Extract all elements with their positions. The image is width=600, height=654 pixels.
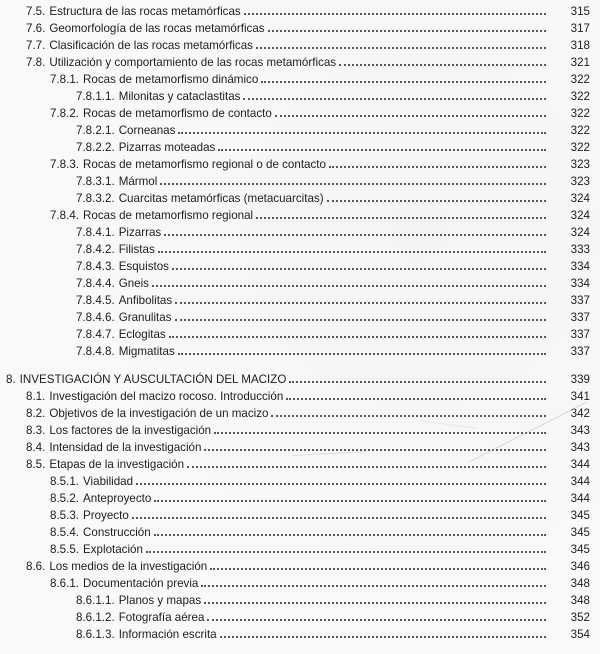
toc-entry: [0, 575, 590, 592]
toc-page-number: 315: [570, 5, 590, 18]
toc-entry: [0, 456, 590, 473]
toc-entry-title: Rocas de metamorfismo de contacto: [83, 107, 272, 120]
toc-page-number: 322: [570, 141, 590, 154]
toc-entry-number: 7.8.1.: [50, 73, 80, 86]
dotted-leader: [154, 526, 546, 536]
toc-entry-title: Objetivos de la investigación de un macizo: [49, 407, 269, 420]
toc-entry: [0, 54, 590, 71]
toc-entry: [0, 88, 590, 105]
toc-entry-title: Granulitas: [118, 311, 172, 324]
toc-entry-title: Clasificación de las rocas metamórficas: [49, 39, 253, 52]
toc-entry: [0, 139, 590, 156]
toc-entry-title: Esquistos: [118, 260, 169, 273]
toc-page-number: 341: [570, 390, 590, 403]
dotted-leader: [218, 141, 546, 151]
dotted-leader: [178, 124, 546, 134]
dotted-leader: [329, 158, 546, 168]
toc-entry: [0, 71, 590, 88]
toc-page-number: 344: [570, 458, 590, 471]
toc-entry: [0, 190, 590, 207]
toc-entry-number: 7.8.3.: [50, 158, 80, 171]
toc-page-number: 322: [570, 124, 590, 137]
dotted-leader: [327, 192, 546, 202]
dotted-leader: [136, 475, 546, 485]
toc-entry-number: 7.8.4.4.: [76, 277, 115, 290]
toc-entry-title: Rocas de metamorfismo regional: [83, 209, 254, 222]
toc-entry-title: Documentación previa: [83, 577, 199, 590]
toc-entry-title: Proyecto: [83, 509, 129, 522]
toc-entry-number: 8.5.5.: [50, 543, 80, 556]
dotted-leader: [172, 260, 546, 270]
toc-entry: [0, 405, 590, 422]
toc-entry: [0, 422, 590, 439]
toc-entry-number: 7.8.4.1.: [76, 226, 115, 239]
toc-entry: [0, 558, 590, 575]
dotted-leader: [289, 373, 546, 383]
toc-page-number: 343: [570, 441, 590, 454]
toc-entry-title: Geomorfología de las rocas metamórficas: [49, 22, 265, 35]
toc-entry-number: 7.8.4.2.: [76, 243, 115, 256]
toc-entry: [0, 207, 590, 224]
toc-entry-title: Filistas: [118, 243, 155, 256]
toc-entry-number: 7.8.3.1.: [76, 175, 115, 188]
toc-page-number: 324: [570, 226, 590, 239]
toc-page-number: 343: [570, 424, 590, 437]
dotted-leader: [271, 407, 546, 417]
toc-entry: [0, 592, 590, 609]
dotted-leader: [243, 90, 546, 100]
toc-entry-title: Estructura de las rocas metamórficas: [49, 5, 241, 18]
toc-entry-number: 8.5.2.: [50, 492, 80, 505]
dotted-leader: [286, 390, 546, 400]
toc-page-number: 339: [570, 373, 590, 386]
toc-entry-number: 7.8.2.1.: [76, 124, 115, 137]
dotted-leader: [158, 243, 546, 253]
toc-page-number: 322: [570, 73, 590, 86]
toc-page-number: 323: [570, 158, 590, 171]
toc-page-number: 333: [570, 243, 590, 256]
toc-entry-number: 7.8.2.2.: [76, 141, 115, 154]
toc-entry-title: Eclogitas: [118, 328, 166, 341]
toc-entry-title: Cuarcitas metamórficas (metacuarcitas): [118, 192, 324, 205]
dotted-leader: [256, 39, 546, 49]
dotted-leader: [204, 594, 546, 604]
toc-page-number: 342: [570, 407, 590, 420]
dotted-leader: [178, 345, 546, 355]
dotted-leader: [164, 226, 546, 236]
dotted-leader: [256, 209, 546, 219]
toc-page-number: 322: [570, 90, 590, 103]
toc-entry-number: 7.8.4.5.: [76, 294, 115, 307]
toc-page-number: 321: [570, 56, 590, 69]
dotted-leader: [187, 458, 546, 468]
toc-entry-number: 8.6.1.2.: [76, 611, 115, 624]
toc-page-number: 345: [570, 543, 590, 556]
toc-page-number: 344: [570, 475, 590, 488]
toc-entry-title: Milonitas y cataclastitas: [118, 90, 241, 103]
dotted-leader: [268, 22, 546, 32]
toc-entry-number: 7.8.4.7.: [76, 328, 115, 341]
toc-entry-title: Los medios de la investigación: [49, 560, 208, 573]
toc-entry: [0, 292, 590, 309]
toc-entry-number: 8.5.4.: [50, 526, 80, 539]
toc-entry: [0, 507, 590, 524]
toc-entry-title: Anteproyecto: [83, 492, 152, 505]
toc-page-number: 334: [570, 277, 590, 290]
dotted-leader: [175, 294, 546, 304]
toc-entry-number: 7.6.: [26, 22, 46, 35]
toc-entry: [0, 37, 590, 54]
dotted-leader: [210, 560, 546, 570]
toc-page-number: 337: [570, 294, 590, 307]
toc-entry-number: 8.: [6, 373, 16, 386]
toc-entry: [0, 309, 590, 326]
toc-page-number: 324: [570, 192, 590, 205]
toc-entry-title: Fotografía aérea: [118, 611, 205, 624]
toc-entry-title: Migmatitas: [118, 345, 175, 358]
toc-page-number: 323: [570, 175, 590, 188]
toc-entry-number: 8.2.: [26, 407, 46, 420]
toc-entry-number: 8.5.3.: [50, 509, 80, 522]
toc-page-number: 345: [570, 509, 590, 522]
toc-entry-title: Rocas de metamorfismo dinámico: [83, 73, 259, 86]
toc-entry-title: Investigación del macizo rocoso. Introducción: [49, 390, 284, 403]
toc-entry-number: 7.8.4.8.: [76, 345, 115, 358]
toc-page-number: 348: [570, 594, 590, 607]
dotted-leader: [275, 107, 546, 117]
toc-entry-title: Viabilidad: [83, 475, 134, 488]
toc-entry: [0, 224, 590, 241]
toc-page-number: 344: [570, 492, 590, 505]
toc-entry: [0, 626, 590, 643]
toc-entry: [0, 173, 590, 190]
toc-entry-number: 8.6.1.: [50, 577, 80, 590]
toc-entry: [0, 541, 590, 558]
toc-page-number: 348: [570, 577, 590, 590]
toc-entry-title: INVESTIGACIÓN Y AUSCULTACIÓN DEL MACIZO: [19, 373, 287, 386]
toc-entry-title: Explotación: [83, 543, 143, 556]
toc-entry: [0, 258, 590, 275]
toc-entry: [0, 3, 590, 20]
toc-entry: [0, 343, 590, 360]
dotted-leader: [169, 328, 546, 338]
toc-entry-number: 8.6.: [26, 560, 46, 573]
dotted-leader: [154, 492, 546, 502]
toc-entry-title: Anfibolitas: [118, 294, 173, 307]
toc-page-number: 322: [570, 107, 590, 120]
toc-entry-number: 7.8.4.3.: [76, 260, 115, 273]
toc-page-number: 354: [570, 628, 590, 641]
toc-page-number: 346: [570, 560, 590, 573]
toc-entry-number: 7.8.4.6.: [76, 311, 115, 324]
dotted-leader: [160, 175, 546, 185]
toc-entry-number: 7.5.: [26, 5, 46, 18]
toc-entry-title: Gneis: [118, 277, 149, 290]
toc-entry: [0, 439, 590, 456]
toc-entry: [0, 105, 590, 122]
toc-page-number: 337: [570, 311, 590, 324]
toc-entry: [0, 388, 590, 405]
toc-entry-title: Intensidad de la investigación: [49, 441, 202, 454]
toc-entry-number: 7.8.4.: [50, 209, 80, 222]
toc-entry-number: 7.7.: [26, 39, 46, 52]
dotted-leader: [175, 311, 546, 321]
toc-entry: [0, 609, 590, 626]
toc-entry-number: 8.1.: [26, 390, 46, 403]
toc-page-number: 317: [570, 22, 590, 35]
toc-entry: [0, 241, 590, 258]
toc-entry: [0, 326, 590, 343]
toc-page-number: 352: [570, 611, 590, 624]
toc-entry-title: Pizarras: [118, 226, 162, 239]
toc-entry: [0, 371, 590, 388]
toc-entry-number: 7.8.1.1.: [76, 90, 115, 103]
dotted-leader: [339, 56, 546, 66]
toc-page-number: 324: [570, 209, 590, 222]
toc-entry-number: 8.4.: [26, 441, 46, 454]
toc-entry-title: Rocas de metamorfismo regional o de contacto: [83, 158, 326, 171]
toc-entry: [0, 20, 590, 37]
toc-entry: [0, 490, 590, 507]
toc-entry: [0, 473, 590, 490]
toc-entry-number: 8.3.: [26, 424, 46, 437]
toc-entry-title: Los factores de la investigación: [49, 424, 212, 437]
toc-page-number: 334: [570, 260, 590, 273]
toc-entry-title: Etapas de la investigación: [49, 458, 185, 471]
dotted-leader: [152, 277, 546, 287]
toc-entry-number: 8.5.: [26, 458, 46, 471]
dotted-leader: [214, 424, 546, 434]
dotted-leader: [132, 509, 546, 519]
toc-entry-title: Mármol: [118, 175, 158, 188]
toc-entry-title: Pizarras moteadas: [118, 141, 216, 154]
toc-entry-title: Corneanas: [118, 124, 176, 137]
toc-entry: [0, 524, 590, 541]
toc-entry-title: Utilización y comportamiento de las rocas metamórficas: [49, 56, 337, 69]
dotted-leader: [207, 611, 546, 621]
toc-page-number: 318: [570, 39, 590, 52]
dotted-leader: [201, 577, 546, 587]
dotted-leader: [146, 543, 546, 553]
dotted-leader: [220, 628, 546, 638]
toc-page-number: 337: [570, 328, 590, 341]
toc-entry-number: 8.5.1.: [50, 475, 80, 488]
toc-entry: [0, 122, 590, 139]
dotted-leader: [204, 441, 546, 451]
toc-entry-number: 7.8.2.: [50, 107, 80, 120]
toc-entry-title: Planos y mapas: [118, 594, 202, 607]
toc-entry-number: 8.6.1.1.: [76, 594, 115, 607]
toc-entry: [0, 275, 590, 292]
toc-entry-number: 7.8.3.2.: [76, 192, 115, 205]
dotted-leader: [244, 5, 546, 15]
toc-entry: [0, 156, 590, 173]
toc-entry-title: Construcción: [83, 526, 151, 539]
toc-entry-number: 8.6.1.3.: [76, 628, 115, 641]
toc-entry-title: Información escrita: [118, 628, 217, 641]
toc-page-number: 337: [570, 345, 590, 358]
dotted-leader: [261, 73, 546, 83]
toc-page-number: 345: [570, 526, 590, 539]
toc-entry-number: 7.8.: [26, 56, 46, 69]
